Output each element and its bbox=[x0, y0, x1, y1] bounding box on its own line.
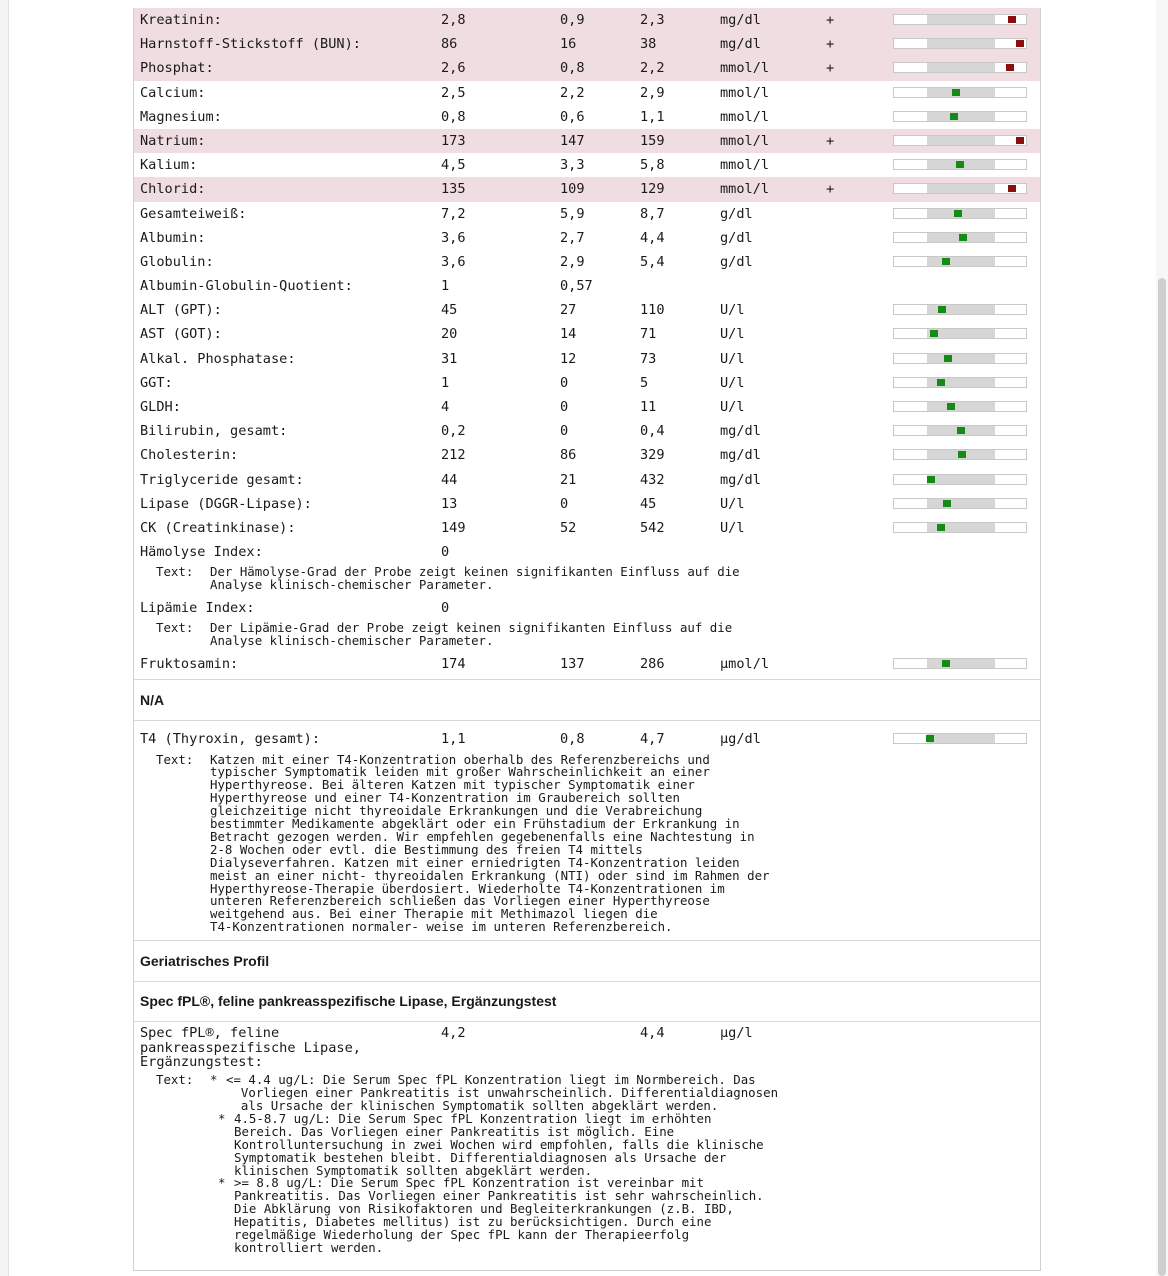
bullet-text: >= 8.8 ug/L: Die Serum Spec fPL Konzentration ist vereinbar mit Pankreatitis. Das Vorliegen einer Pankreatitis ist sehr wahrscheinlich. Die Abklärung von Risikofaktoren und Begleiterkrankungen (z.B. IBD, Hepatitis, Diabetes mellitus) ist zu berücksichtigen. Durch eine regelmäßige Wiederholung der Spec fPL kann der Therapieerfolg kontrolliert werden. bbox=[234, 1175, 764, 1255]
lab-report bbox=[133, 8, 1041, 1271]
result-unit: mmol/l bbox=[720, 60, 770, 77]
result-value: 174 bbox=[441, 656, 466, 673]
range-indicator bbox=[893, 425, 1027, 436]
reference-low: 0,57 bbox=[560, 278, 593, 295]
table-row bbox=[134, 468, 1040, 492]
result-value: 3,6 bbox=[441, 253, 466, 270]
result-name: Fruktosamin: bbox=[140, 656, 239, 673]
value-marker bbox=[958, 451, 966, 458]
result-value: 0,2 bbox=[441, 423, 466, 440]
value-marker bbox=[957, 427, 965, 434]
reference-low: 0,8 bbox=[560, 731, 585, 748]
result-name: Lipase (DGGR-Lipase): bbox=[140, 495, 312, 512]
range-indicator bbox=[893, 183, 1027, 194]
result-value: 4,5 bbox=[441, 157, 466, 174]
reference-high: 8,7 bbox=[640, 205, 665, 222]
reference-high: 542 bbox=[640, 519, 665, 536]
result-name: Bilirubin, gesamt: bbox=[140, 423, 288, 440]
value-marker bbox=[952, 89, 960, 96]
result-value: 13 bbox=[441, 495, 458, 512]
result-value: 44 bbox=[441, 471, 458, 488]
abnormal-flag: + bbox=[826, 60, 835, 77]
range-indicator bbox=[893, 733, 1027, 744]
reference-low: 5,9 bbox=[560, 205, 585, 222]
range-indicator bbox=[893, 328, 1027, 339]
table-row bbox=[134, 105, 1040, 129]
value-marker bbox=[954, 210, 962, 217]
result-unit: mg/dl bbox=[720, 447, 761, 464]
bullet-star: * bbox=[218, 1110, 226, 1126]
result-name: Albumin-Globulin-Quotient: bbox=[140, 278, 353, 295]
reference-low: 2,2 bbox=[560, 84, 585, 101]
note-bullet-list bbox=[134, 1074, 1040, 1255]
value-marker bbox=[943, 500, 951, 507]
table-row bbox=[134, 371, 1040, 395]
result-unit: mg/dl bbox=[720, 471, 761, 488]
result-unit: U/l bbox=[720, 350, 745, 367]
result-name: Calcium: bbox=[140, 84, 206, 101]
lab-results-table bbox=[134, 8, 1040, 540]
result-value: 212 bbox=[441, 447, 466, 464]
note-text: Der Hämolyse-Grad der Probe zeigt keinen signifikanten Einfluss auf die Analyse klinisch-chemischer Parameter. bbox=[210, 564, 740, 593]
range-indicator bbox=[893, 377, 1027, 388]
reference-high: 4,7 bbox=[640, 731, 665, 748]
range-indicator bbox=[893, 38, 1027, 49]
result-name: Kalium: bbox=[140, 157, 198, 174]
value-marker bbox=[1016, 137, 1024, 144]
reference-low: 0,6 bbox=[560, 108, 585, 125]
result-unit: U/l bbox=[720, 495, 745, 512]
range-indicator bbox=[893, 256, 1027, 267]
reference-high: 432 bbox=[640, 471, 665, 488]
result-value: 149 bbox=[441, 519, 466, 536]
table-row bbox=[134, 177, 1040, 201]
result-value: 173 bbox=[441, 132, 466, 149]
result-value: 2,8 bbox=[441, 12, 466, 28]
result-name: Phosphat: bbox=[140, 60, 214, 77]
reference-high: 5,8 bbox=[640, 157, 665, 174]
table-row bbox=[134, 443, 1040, 467]
table-row bbox=[134, 81, 1040, 105]
reference-high: 11 bbox=[640, 399, 657, 415]
result-name: ALT (GPT): bbox=[140, 302, 222, 319]
result-value: 4,2 bbox=[441, 1025, 466, 1042]
section-heading-geriatric: Geriatrisches Profil bbox=[134, 940, 1040, 982]
result-name: GLDH: bbox=[140, 399, 181, 415]
reference-high: 159 bbox=[640, 132, 665, 149]
result-unit: U/l bbox=[720, 326, 745, 343]
reference-low: 0 bbox=[560, 495, 569, 512]
fpl-note bbox=[134, 1072, 1040, 1259]
reference-high: 45 bbox=[640, 495, 657, 512]
vertical-scrollbar[interactable] bbox=[1156, 0, 1168, 1276]
table-row bbox=[134, 322, 1040, 346]
result-unit: µg/l bbox=[720, 1025, 753, 1042]
result-name: Spec fPL®, feline pankreasspezifische Lipase, Ergänzungstest: bbox=[140, 1025, 361, 1070]
table-row bbox=[134, 226, 1040, 250]
result-value: 2,5 bbox=[441, 84, 466, 101]
result-unit: µg/dl bbox=[720, 731, 761, 748]
result-unit: mmol/l bbox=[720, 157, 770, 174]
note-label: Text: bbox=[156, 1072, 194, 1088]
result-unit: mmol/l bbox=[720, 181, 770, 198]
result-value: 31 bbox=[441, 350, 458, 367]
bullet-star: * bbox=[218, 1175, 226, 1191]
result-name: AST (GOT): bbox=[140, 326, 222, 343]
result-unit: U/l bbox=[720, 374, 745, 391]
reference-low: 2,9 bbox=[560, 253, 585, 270]
abnormal-flag: + bbox=[826, 181, 835, 198]
result-name: T4 (Thyroxin, gesamt): bbox=[140, 731, 321, 748]
range-indicator bbox=[893, 87, 1027, 98]
reference-low: 0,8 bbox=[560, 60, 585, 77]
result-unit: mg/dl bbox=[720, 36, 761, 53]
reference-high: 71 bbox=[640, 326, 657, 343]
result-unit: mg/dl bbox=[720, 12, 761, 28]
reference-high: 2,2 bbox=[640, 60, 665, 77]
result-name: Triglyceride gesamt: bbox=[140, 471, 304, 488]
result-name: Kreatinin: bbox=[140, 12, 222, 28]
reference-low: 0,9 bbox=[560, 12, 585, 28]
result-name: Chlorid: bbox=[140, 181, 206, 198]
range-indicator bbox=[893, 135, 1027, 146]
table-row bbox=[134, 250, 1040, 274]
result-name: Natrium: bbox=[140, 132, 206, 149]
reference-high: 2,9 bbox=[640, 84, 665, 101]
range-indicator bbox=[893, 401, 1027, 412]
result-unit: U/l bbox=[720, 399, 745, 415]
bullet-text: 4.5-8.7 ug/L: Die Serum Spec fPL Konzentration liegt im erhöhten Bereich. Das Vorliegen einer Pankreatitis ist möglich. Eine Kontrolluntersuchung in zwei Wochen wird empfohlen, falls die klinische Symptomatik bestehen bleibt. Differentialdiagnosen als Ursache der klinischen Symptomatik sollten abgeklärt werden. bbox=[234, 1110, 764, 1178]
result-value: 1,1 bbox=[441, 731, 466, 748]
result-unit: g/dl bbox=[720, 229, 753, 246]
reference-low: 27 bbox=[560, 302, 577, 319]
note-bullet bbox=[134, 1110, 1040, 1178]
reference-low: 16 bbox=[560, 36, 577, 53]
result-value: 1 bbox=[441, 278, 450, 295]
reference-low: 0 bbox=[560, 423, 569, 440]
result-name: Harnstoff-Stickstoff (BUN): bbox=[140, 36, 361, 53]
result-unit: µmol/l bbox=[720, 656, 770, 673]
reference-high: 73 bbox=[640, 350, 657, 367]
result-unit: mg/dl bbox=[720, 423, 761, 440]
scrollbar-thumb[interactable] bbox=[1158, 278, 1166, 1276]
result-value: 3,6 bbox=[441, 229, 466, 246]
reference-high: 5 bbox=[640, 374, 649, 391]
fruktosamin-row bbox=[134, 652, 1040, 676]
note-label: Text: bbox=[156, 564, 194, 580]
note-text: Katzen mit einer T4-Konzentration oberhalb des Referenzbereichs und typischer Symptomatik leiden mit großer Wahrscheinlichkeit an einer Hyperthyreose. Bei älteren Katzen mit typischer Symptomatik einer Hyperthyreose und einer T4-Konzentration im Graubereich sollten gleichzeitige nicht thyreoidale Erkrankungen und die Verabreichung bestimmter Medikamente abgeklärt oder ein Frühstadium der Erkrankung in Betracht gezogen werden. Wir empfehlen gegebenenfalls eine Nachtestung in 2-8 Wochen oder evtl. die Bestimmung des freien T4 mittels Dialyseverfahren. Katzen mit einer erniedrigten T4-Konzentration leiden meist an einer nicht- thyreoidalen Erkrankung (NTI) oder sind im Rahmen der Hyperthyreose-Therapie überdosiert. Wiederholte T4-Konzentrationen im unteren Referenzbereich schließen das Vorliegen einer Hyperthyreose weitgehend aus. Bei einer Therapie mit Methimazol liegen die T4-Konzentrationen normaler- weise im unteren Referenzbereich. bbox=[210, 751, 770, 935]
result-name: Albumin: bbox=[140, 229, 206, 246]
range-indicator bbox=[893, 14, 1027, 25]
note-label: Text: bbox=[156, 751, 194, 767]
result-unit: g/dl bbox=[720, 205, 753, 222]
reference-low: 137 bbox=[560, 656, 585, 673]
reference-high: 286 bbox=[640, 656, 665, 673]
reference-low: 0 bbox=[560, 399, 569, 415]
result-unit: g/dl bbox=[720, 253, 753, 270]
t4-row bbox=[134, 727, 1040, 751]
haemolyse-row bbox=[134, 540, 1040, 564]
result-name: Lipämie Index: bbox=[140, 600, 255, 617]
result-unit: U/l bbox=[720, 519, 745, 536]
reference-high: 329 bbox=[640, 447, 665, 464]
result-name: GGT: bbox=[140, 374, 173, 391]
reference-low: 147 bbox=[560, 132, 585, 149]
result-name: CK (Creatinkinase): bbox=[140, 519, 296, 536]
result-name: Cholesterin: bbox=[140, 447, 239, 464]
reference-high: 110 bbox=[640, 302, 665, 319]
value-marker bbox=[1006, 64, 1014, 71]
lipaemie-note bbox=[134, 620, 1040, 652]
result-value: 86 bbox=[441, 36, 458, 53]
value-marker bbox=[937, 524, 945, 531]
abnormal-flag: + bbox=[826, 132, 835, 149]
result-value: 2,6 bbox=[441, 60, 466, 77]
table-row bbox=[134, 8, 1040, 32]
note-bullet bbox=[134, 1074, 1040, 1113]
result-name: Magnesium: bbox=[140, 108, 222, 125]
range-indicator bbox=[893, 304, 1027, 315]
range-indicator bbox=[893, 658, 1027, 669]
range-indicator bbox=[893, 111, 1027, 122]
range-indicator bbox=[893, 232, 1027, 243]
value-marker bbox=[950, 113, 958, 120]
section-heading-na: N/A bbox=[134, 679, 1040, 721]
result-value: 0 bbox=[441, 544, 450, 561]
reference-low: 12 bbox=[560, 350, 577, 367]
note-label: Text: bbox=[156, 620, 194, 636]
reference-low: 109 bbox=[560, 181, 585, 198]
result-unit: mmol/l bbox=[720, 132, 770, 149]
table-row bbox=[134, 298, 1040, 322]
table-row bbox=[134, 419, 1040, 443]
left-window-edge bbox=[0, 0, 9, 1276]
reference-low: 52 bbox=[560, 519, 577, 536]
table-row bbox=[134, 202, 1040, 226]
table-row bbox=[134, 347, 1040, 371]
range-indicator bbox=[893, 474, 1027, 485]
table-row bbox=[134, 274, 1040, 298]
result-value: 0,8 bbox=[441, 108, 466, 125]
value-marker bbox=[947, 403, 955, 410]
result-unit: U/l bbox=[720, 302, 745, 319]
value-marker bbox=[944, 355, 952, 362]
reference-low: 86 bbox=[560, 447, 577, 464]
result-name: Gesamteiweiß: bbox=[140, 205, 247, 222]
reference-high: 5,4 bbox=[640, 253, 665, 270]
table-row bbox=[134, 492, 1040, 516]
reference-high: 0,4 bbox=[640, 423, 665, 440]
reference-high: 129 bbox=[640, 181, 665, 198]
result-name: Globulin: bbox=[140, 253, 214, 270]
reference-low: 2,7 bbox=[560, 229, 585, 246]
result-value: 4 bbox=[441, 399, 450, 415]
range-indicator bbox=[893, 353, 1027, 364]
range-indicator bbox=[893, 449, 1027, 460]
range-indicator bbox=[893, 522, 1027, 533]
range-indicator bbox=[893, 62, 1027, 73]
result-unit: mmol/l bbox=[720, 84, 770, 101]
value-marker bbox=[937, 379, 945, 386]
t4-note bbox=[134, 752, 1040, 941]
range-indicator bbox=[893, 208, 1027, 219]
haemolyse-note bbox=[134, 564, 1040, 596]
reference-low: 14 bbox=[560, 326, 577, 343]
result-name: Alkal. Phosphatase: bbox=[140, 350, 296, 367]
note-bullet bbox=[134, 1177, 1040, 1254]
result-value: 7,2 bbox=[441, 205, 466, 222]
bullet-star: * bbox=[210, 1072, 218, 1088]
reference-high: 2,3 bbox=[640, 12, 665, 28]
result-value: 20 bbox=[441, 326, 458, 343]
result-value: 45 bbox=[441, 302, 458, 319]
reference-high: 4,4 bbox=[640, 229, 665, 246]
value-marker bbox=[959, 234, 967, 241]
bullet-text: <= 4.4 ug/L: Die Serum Spec fPL Konzentration liegt im Normbereich. Das Vorliegen einer Pankreatitis ist unwahrscheinlich. Differentialdiagnosen als Ursache der klinischen Symptomatik sollten abgeklärt werden. bbox=[226, 1072, 779, 1113]
result-name: Hämolyse Index: bbox=[140, 544, 263, 561]
table-row bbox=[134, 153, 1040, 177]
value-marker bbox=[938, 306, 946, 313]
value-marker bbox=[956, 161, 964, 168]
result-value: 135 bbox=[441, 181, 466, 198]
reference-high: 4,4 bbox=[640, 1025, 665, 1042]
result-unit: mmol/l bbox=[720, 108, 770, 125]
result-value: 0 bbox=[441, 600, 450, 617]
reference-low: 0 bbox=[560, 374, 569, 391]
abnormal-flag: + bbox=[826, 12, 835, 28]
reference-high: 38 bbox=[640, 36, 657, 53]
range-indicator bbox=[893, 159, 1027, 170]
result-value: 1 bbox=[441, 374, 450, 391]
note-text: Der Lipämie-Grad der Probe zeigt keinen signifikanten Einfluss auf die Analyse klinisch-chemischer Parameter. bbox=[210, 620, 733, 649]
range-indicator bbox=[893, 498, 1027, 509]
table-row bbox=[134, 56, 1040, 80]
reference-low: 21 bbox=[560, 471, 577, 488]
table-row bbox=[134, 516, 1040, 540]
table-row bbox=[134, 129, 1040, 153]
value-marker bbox=[942, 258, 950, 265]
value-marker bbox=[1008, 185, 1016, 192]
value-marker bbox=[930, 330, 938, 337]
fpl-row bbox=[134, 1022, 1040, 1072]
value-marker bbox=[927, 476, 935, 483]
value-marker bbox=[1016, 40, 1024, 47]
value-marker bbox=[942, 660, 950, 667]
section-heading-fpl: Spec fPL®, feline pankreasspezifische Lipase, Ergänzungstest bbox=[134, 982, 1040, 1022]
value-marker bbox=[926, 735, 934, 742]
reference-high: 1,1 bbox=[640, 108, 665, 125]
lipaemie-row bbox=[134, 596, 1040, 620]
table-row bbox=[134, 32, 1040, 56]
reference-low: 3,3 bbox=[560, 157, 585, 174]
table-row bbox=[134, 395, 1040, 419]
abnormal-flag: + bbox=[826, 36, 835, 53]
value-marker bbox=[1008, 16, 1016, 23]
